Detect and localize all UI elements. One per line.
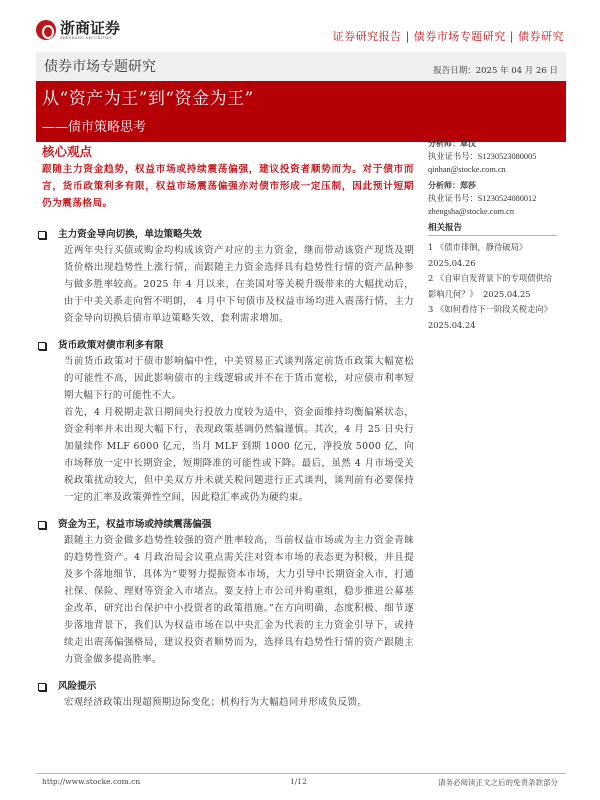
related-reports-list — [428, 240, 558, 333]
related-report-item[interactable] — [428, 302, 558, 333]
section-heading — [38, 339, 416, 353]
analyst-email[interactable]: zhengsha@stocke.com.cn — [428, 207, 514, 216]
checkbox-bullet-icon — [38, 231, 46, 239]
checkbox-bullet-icon — [38, 342, 46, 350]
page-number: 1/12 — [290, 777, 307, 786]
section-paragraph: 近两年央行买债或购金均构成该资产对应的主力资金，继而带动该资产现货及期货价格出现趋势性上涨行情，而跟随主力资金选择具有趋势性行情的资产品种参与做多胜率较高。2025 年 4 月以来，在美国对等关税升级带来的大幅扰动后，由于中美关系走向暂不明朗， 4 月中下旬债市及权益市场均进入震荡行情，主力资金导向切换后债市单边策略失效，套利需求增加。 — [64, 245, 414, 324]
section-title: 主力资金导向切换，单边策略失效 — [58, 229, 202, 240]
date-value: 2025 年 04 月 26 日 — [475, 66, 558, 76]
item-title: 《自审自发背景下的专项债供给影响几何？》 — [428, 273, 553, 299]
section-heading — [38, 518, 416, 532]
section-heading — [38, 228, 416, 242]
report-categories: 证券研究报告 | 债券市场专题研究 | 债券研究 — [332, 30, 564, 43]
analyst-label: 分析师： — [428, 138, 460, 148]
report-subtitle: ——债市策略思考 — [42, 120, 147, 135]
footer-divider — [36, 773, 566, 774]
cert-label: 执业证书号： — [428, 194, 478, 203]
item-title: 《债市徘徊，静待破局》 — [435, 242, 528, 252]
section-paragraph: 当前货币政策对于债市影响偏中性，中美贸易正式谈判落定前货币政策大幅宽松的可能性不高，因此影响债市的主线逻辑或并不在于货币宽松，对应债市利率短期大幅下行的可能性不大。 — [64, 356, 414, 401]
cert-label: 执业证书号： — [428, 152, 478, 161]
date-label: 报告日期： — [433, 66, 476, 76]
section-paragraph: 宏观经济政策出现超预期边际变化；机构行为大幅趋同并形成负反馈。 — [64, 697, 368, 708]
footer-url[interactable]: http://www.stocke.com.cn — [42, 777, 141, 786]
section-paragraph: 首先，4 月税期走款日期间央行投放力度较为适中，资金面维持均衡偏紧状态，资金利率并未出现大幅下行，表现政策基调仍然偏谨慎。其次，4 月 25 日央行加量续作 MLF 6000 亿元，当月 MLF 到期 1000 亿元，净投放 5000 亿，向市场释放一定中长期资金，短期降准的可能性或下降。最后，虽然 4 月市场受关税政策扰动较大，但中美双方并未就关税问题进行正式谈判，谈判前有必要保持一定的汇率及政策弹性空间，因此稳汇率或仍为硬约束。 — [64, 407, 414, 503]
item-title: 《如何看待下一阶段关税走向》 — [435, 304, 553, 314]
analyst-name: 覃汉 — [460, 138, 476, 148]
logo-text: 浙商证券 — [60, 19, 121, 37]
section-heading — [38, 680, 416, 694]
item-number: 1 — [428, 242, 434, 252]
section-paragraph: 跟随主力资金做多趋势性较强的资产胜率较高，当前权益市场或为主力资金青睐的趋势性资产。4 月政治局会议重点需关注对资本市场的表态更为积极，并且提及多个落地细节，具体为“要努力提振资本市场，大力引导中长期资金入市，打通社保、保险、理财等资金入市堵点。要支持上市公司并购重组，稳步推进公募基金改革，研究出台保护中小投资者的政策措施。”在方向明确、态度积极、细节逐步落地背景下，我们认为权益市场在以中央汇金为代表的主力资金引导下，或持续走出震荡偏强格局，建议投资者顺势而为，选择具有趋势性行情的资产跟随主力资金做多提高胜率。 — [64, 535, 414, 665]
checkbox-bullet-icon — [38, 683, 46, 691]
item-date: 2025.04.26 — [428, 257, 476, 268]
report-title: 从“资产为王”到“资金为王” — [42, 89, 254, 109]
cert-number: S1230524080012 — [477, 194, 537, 203]
related-report-item[interactable] — [428, 271, 558, 302]
analyst-card — [428, 179, 536, 218]
report-series: 债券市场专题研究 — [44, 59, 156, 75]
logo-icon — [36, 20, 56, 40]
core-view-heading: 核心观点 — [42, 144, 93, 159]
section-title: 风险提示 — [58, 681, 97, 692]
analyst-email[interactable]: qinhan@stocke.com.cn — [428, 165, 506, 174]
item-date: 2025.04.24 — [428, 319, 476, 330]
analyst-label: 分析师： — [428, 180, 460, 190]
divider — [428, 235, 557, 236]
item-date: 2025.04.25 — [483, 288, 531, 299]
section-title: 货币政策对债市利多有限 — [58, 340, 164, 351]
analyst-name: 郑莎 — [460, 180, 476, 190]
main-column — [38, 143, 416, 768]
company-logo — [36, 20, 120, 40]
related-report-item[interactable] — [428, 240, 558, 271]
logo-subtext: ZHESHANG SECURITIES — [60, 36, 112, 40]
checkbox-bullet-icon — [38, 521, 46, 529]
related-reports-heading: 相关报告 — [428, 223, 463, 233]
core-view-text: 跟随主力资金趋势，权益市场或持续震荡偏强，建议投资者顺势而为。对于债市而言，货币政策利多有限，权益市场震荡偏强亦对债市形成一定压制，因此预计短期仍为震荡格局。 — [42, 164, 414, 209]
footer-disclaimer: 请务必阅读正文之后的免责条款部分 — [438, 778, 558, 787]
item-number: 2 — [428, 273, 434, 283]
cert-number: S1230523080005 — [477, 152, 537, 161]
section-title: 资金为王，权益市场或持续震荡偏强 — [58, 519, 212, 530]
analyst-card — [428, 137, 536, 176]
report-date — [433, 64, 558, 76]
item-number: 3 — [428, 304, 434, 314]
